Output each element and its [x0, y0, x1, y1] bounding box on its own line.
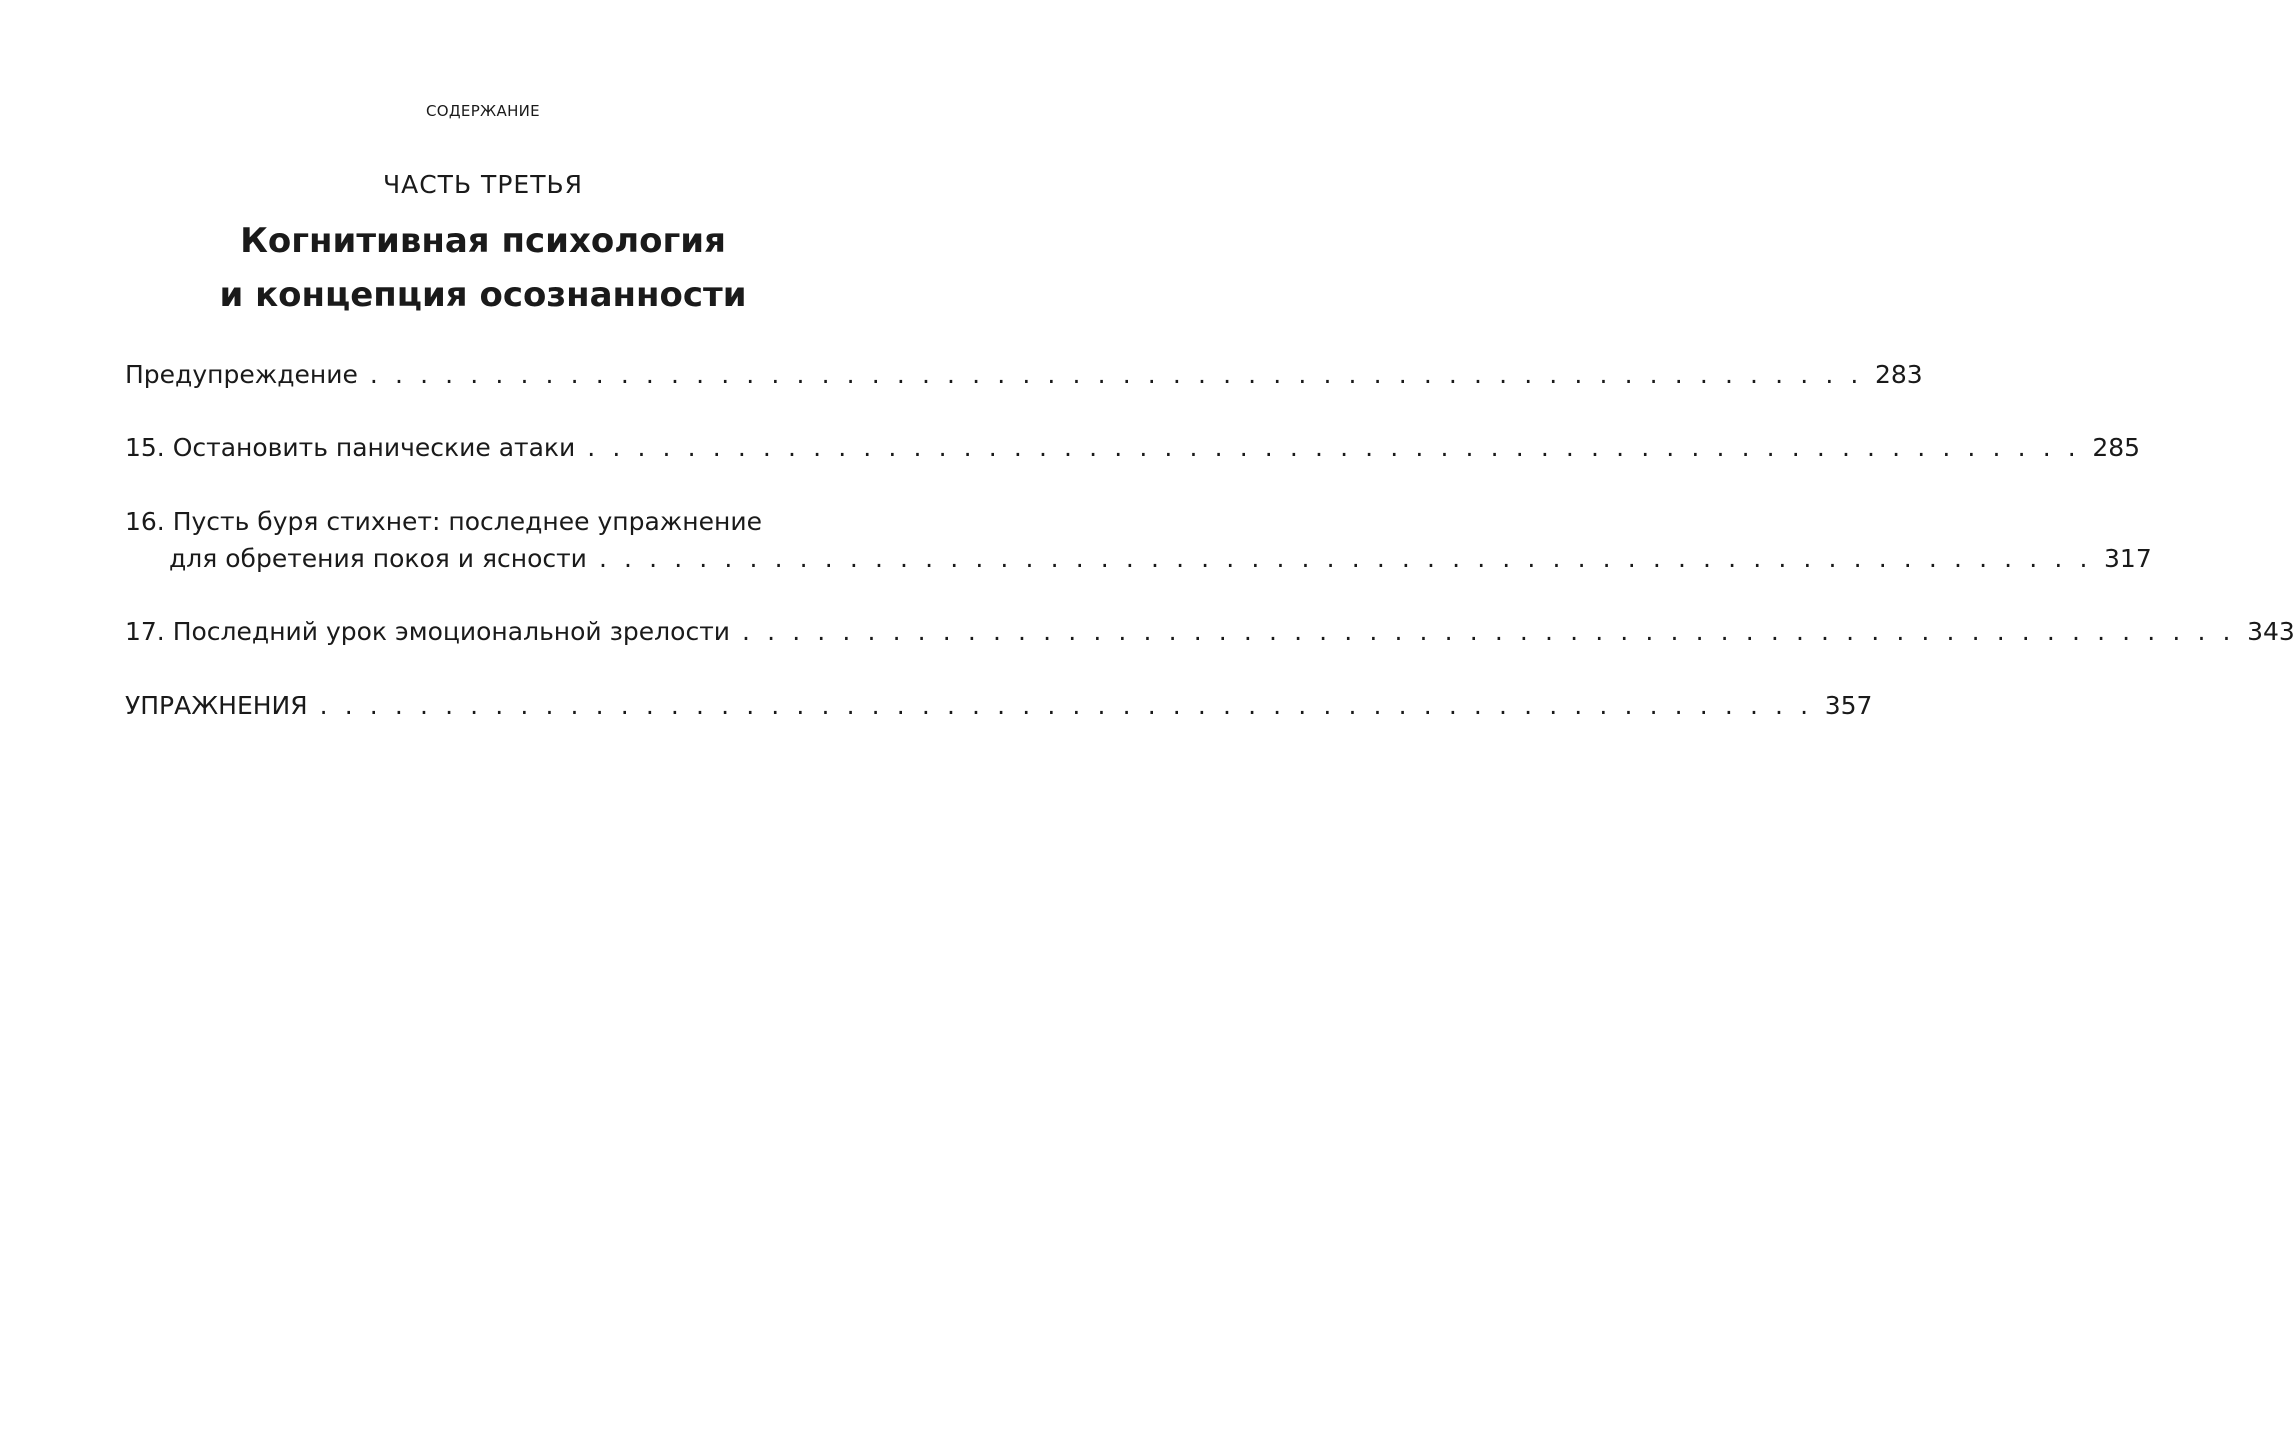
- toc-entry-page: 343: [2247, 617, 2295, 646]
- toc-entry-chapter-17[interactable]: [125, 613, 2295, 650]
- toc-entry-page: 317: [2104, 544, 2152, 573]
- part-title-line-1: Когнитивная психология: [240, 221, 726, 261]
- toc-dot-leader: . . . . . . . . . . . . . . . . . . . . . . . . . . . . . . . . . . . . . . . . . . . . . . . . . . . . . . . . . . . .: [598, 544, 2093, 573]
- toc-entry-chapter-16[interactable]: [125, 503, 842, 540]
- toc-dot-leader: . . . . . . . . . . . . . . . . . . . . . . . . . . . . . . . . . . . . . . . . . . . . . . . . . . . . . . . . . . . .: [587, 433, 2081, 462]
- toc-entry-chapter-16-continued[interactable]: [125, 540, 2152, 577]
- toc-entry-title: УПРАЖНЕНИЯ: [125, 691, 308, 720]
- toc-dot-leader: . . . . . . . . . . . . . . . . . . . . . . . . . . . . . . . . . . . . . . . . . . . . . . . . . . . . . . . . . . . .: [319, 691, 1813, 720]
- part-label: ЧАСТЬ ТРЕТЬЯ: [382, 170, 583, 199]
- toc-entry-title: 15. Остановить панические атаки: [125, 433, 576, 462]
- toc-entry-page: 283: [1874, 360, 1923, 389]
- table-of-contents: [125, 356, 2295, 724]
- toc-entry-title: 17. Последний урок эмоциональной зрелости: [125, 617, 731, 646]
- toc-entry-exercises[interactable]: [125, 687, 1873, 724]
- toc-entry-title: Предупреждение: [125, 360, 358, 389]
- toc-entry-title-continued: для обретения покоя и ясности: [169, 544, 587, 573]
- toc-entry-warning[interactable]: [125, 356, 1923, 393]
- part-title-line-2: и концепция осознанности: [219, 275, 747, 315]
- toc-entry-chapter-15[interactable]: [125, 429, 2141, 466]
- part-title: [0, 214, 966, 322]
- toc-entry-page: 357: [1824, 691, 1873, 720]
- running-head: СОДЕРЖАНИЕ: [426, 102, 540, 120]
- toc-dot-leader: . . . . . . . . . . . . . . . . . . . . . . . . . . . . . . . . . . . . . . . . . . . . . . . . . . . . . . . . . . . .: [742, 617, 2236, 646]
- toc-entry-page: 285: [2092, 433, 2141, 462]
- toc-entry-title: 16. Пусть буря стихнет: последнее упражнение: [125, 507, 762, 536]
- toc-dot-leader: . . . . . . . . . . . . . . . . . . . . . . . . . . . . . . . . . . . . . . . . . . . . . . . . . . . . . . . . . . . .: [369, 360, 1863, 389]
